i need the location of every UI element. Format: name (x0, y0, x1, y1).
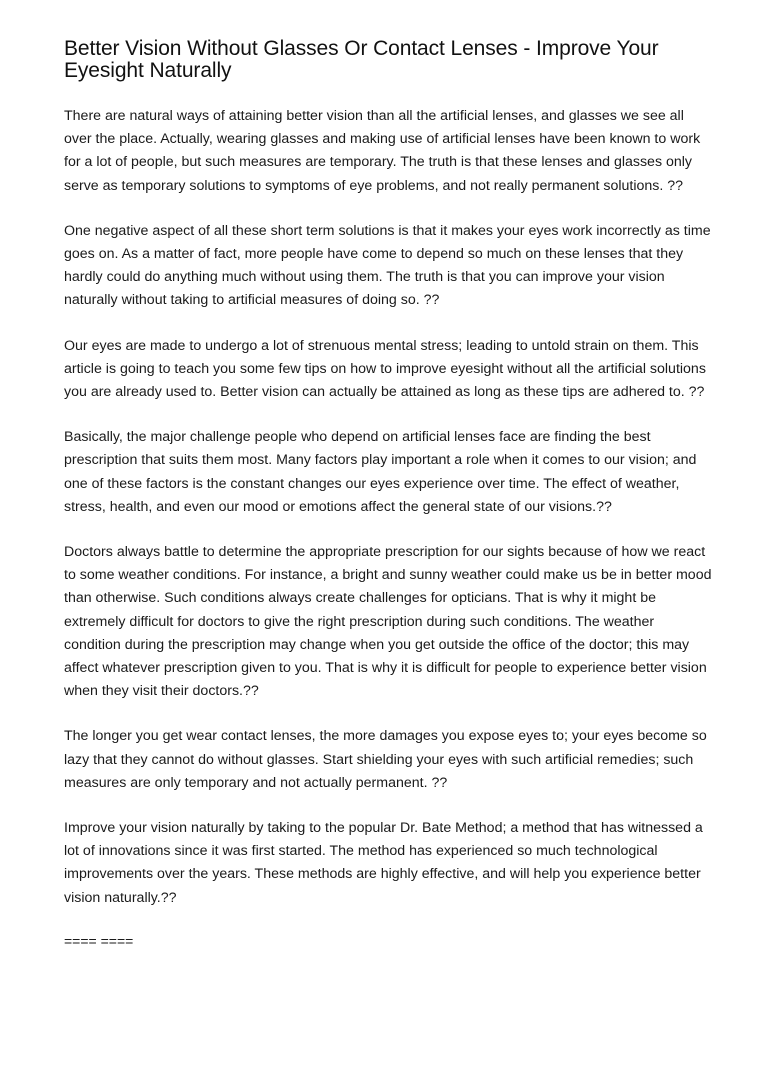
paragraph-prescription-challenge: Basically, the major challenge people who depend on artificial lenses face are finding the best prescription that suits them most. Many factors play important a role when it comes to our vision; and one of these factors is the constant changes our eyes experience over time. The effect of weather, stress, health, and even our mood or emotions affect the general state of our visions.?? (64, 429, 697, 515)
paragraph-mental-stress: Our eyes are made to undergo a lot of strenuous mental stress; leading to untold strain on them. This article is going to teach you some few tips on how to improve eyesight without all the artificial solutions you are already used to. Better vision can actually be attained as long as these tips are adhered to. ?? (64, 337, 706, 401)
paragraph-negative-aspect: One negative aspect of all these short term solutions is that it makes your eyes work incorrectly as time goes on. As a matter of fact, more people have come to depend so much on these lenses that they hardly could do anything much without using them. The truth is that you can improve your vision naturally without taking to artificial measures of doing so. ?? (64, 222, 711, 309)
document-page (64, 38, 714, 951)
paragraph-doctors-weather: Doctors always battle to determine the appropriate prescription for our sights because of how we react to some weather conditions. For instance, a bright and sunny weather could make us be in better mood than otherwise. Such conditions always create challenges for opticians. That is why it might be extremely difficult for doctors to give the right prescription during such conditions. The weather condition during the prescription may change when you get outside the office of the doctor; this may affect whatever prescription given to you. That is why it is difficult for people to experience better vision when they visit their doctors.?? (64, 544, 712, 700)
paragraph-bate-method: Improve your vision naturally by taking to the popular Dr. Bate Method; a method that has witnessed a lot of innovations since it was first started. The method has experienced so much technological improvements over the years. These methods are highly effective, and will help you experience better vision naturally.?? (64, 820, 703, 906)
paragraph-contact-lenses: The longer you get wear contact lenses, the more damages you expose eyes to; your eyes become so lazy that they cannot do without glasses. Start shielding your eyes with such artificial remedies; such measures are only temporary and not actually permanent. ?? (64, 728, 707, 791)
page-title: Better Vision Without Glasses Or Contact Lenses - Improve Your Eyesight Naturally (64, 37, 659, 82)
section-divider-mark: ==== ==== (64, 932, 134, 949)
paragraph-intro: There are natural ways of attaining better vision than all the artificial lenses, and glasses we see all over the place. Actually, wearing glasses and making use of artificial lenses have been known to work for a lot of people, but such measures are temporary. The truth is that these lenses and glasses only serve as temporary solutions to symptoms of eye problems, and not really permanent solutions. ?? (64, 108, 701, 194)
